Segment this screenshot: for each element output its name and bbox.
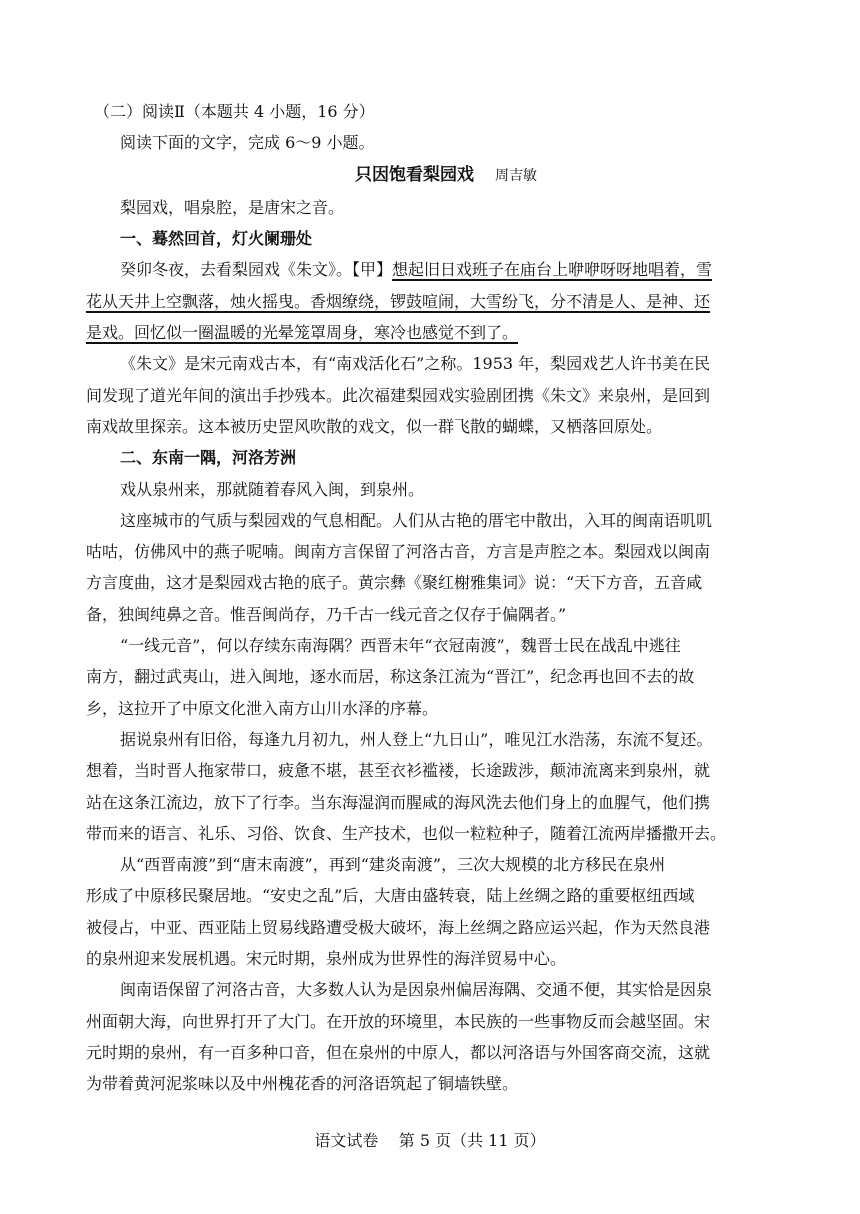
paragraph-line: 元时期的泉州，有一百多种口音，但在泉州的中原人，都以河洛语与外国客商交流，这就 bbox=[86, 1042, 711, 1062]
paragraph-1 bbox=[86, 254, 776, 348]
paragraph-line bbox=[86, 286, 776, 317]
paragraph-4 bbox=[86, 505, 776, 630]
article-title-row bbox=[86, 159, 776, 192]
paragraph-8 bbox=[86, 974, 776, 1099]
section-heading-2: 二、东南一隅，河洛芳洲 bbox=[120, 448, 297, 468]
paragraph-line: 南戏故里探亲。这本被历史罡风吹散的戏文，似一群飞散的蝴蝶，又栖落回原处。 bbox=[86, 416, 663, 436]
paragraph-line: 据说泉州有旧俗，每逢九月初九，州人登上“九日山”，唯见江水浩荡，东流不复还。 bbox=[120, 729, 713, 749]
paragraph-3: 戏从泉州来，那就随着春风入闽，到泉州。 bbox=[120, 479, 425, 499]
section-heading-1: 一、蓦然回首，灯火阑珊处 bbox=[120, 229, 313, 249]
paragraph-line: 咕咕，仿佛风中的燕子呢喃。闽南方言保留了河洛古音，方言是声腔之本。梨园戏以闽南 bbox=[86, 542, 711, 562]
paragraph-line bbox=[86, 317, 776, 348]
underlined-text: 想起旧日戏班子在庙台上咿咿呀呀地唱着，雪 bbox=[392, 260, 713, 280]
footer-page-number: 第 5 页（共 11 页） bbox=[398, 1131, 546, 1150]
paragraph-line: 被侵占，中亚、西亚陆上贸易线路遭受极大破坏，海上丝绸之路应运兴起，作为天然良港 bbox=[86, 917, 711, 937]
paragraph-line: 形成了中原移民聚居地。“安史之乱”后，大唐由盛转衰，陆上丝绸之路的重要枢纽西域 bbox=[86, 886, 695, 906]
underlined-text: 是戏。回忆似一圈温暖的光晕笼罩周身，寒冷也感觉不到了。 bbox=[86, 323, 519, 343]
paragraph-line: 州面朝大海，向世界打开了大门。在开放的环境里，本民族的一些事物反而会越坚固。宋 bbox=[86, 1011, 711, 1031]
paragraph-6 bbox=[86, 724, 776, 849]
paragraph-line: 从“西晋南渡”到“唐末南渡”，再到“建炎南渡”，三次大规模的北方移民在泉州 bbox=[120, 855, 666, 875]
article-title: 只因饱看梨园戏 bbox=[354, 164, 474, 185]
paragraph-line: 《朱文》是宋元南戏古本，有“南戏活化石”之称。1953 年，梨园戏艺人许书美在民 bbox=[120, 354, 711, 374]
paragraph-line: 这座城市的气质与梨园戏的气息相配。人们从古艳的厝宅中散出，入耳的闽南语叽叽 bbox=[120, 510, 713, 530]
underlined-text: 花从天井上空飘落，烛火摇曳。香烟缭绕，锣鼓喧闹，大雪纷飞，分不清是人、是神、还 bbox=[86, 291, 711, 311]
paragraph-line: 为带着黄河泥浆味以及中州槐花香的河洛语筑起了铜墙铁壁。 bbox=[86, 1074, 519, 1094]
footer-subject: 语文试卷 bbox=[314, 1131, 379, 1150]
page-content bbox=[86, 96, 776, 1100]
paragraph-line: 想着，当时晋人拖家带口，疲惫不堪，甚至衣衫褴褛，长途跋涉，颠沛流离来到泉州，就 bbox=[86, 761, 711, 781]
paragraph-text: 癸卯冬夜，去看梨园戏《朱文》。【甲】 bbox=[120, 260, 393, 280]
section-label: （二）阅读Ⅱ（本题共 4 小题，16 分） bbox=[94, 102, 375, 121]
paragraph-line: 间发现了道光年间的演出手抄残本。此次福建梨园戏实验剧团携《朱文》来泉州，是回到 bbox=[86, 385, 711, 405]
section-instruction: 阅读下面的文字，完成 6～9 小题。 bbox=[120, 133, 375, 153]
paragraph-5 bbox=[86, 630, 776, 724]
page-footer bbox=[0, 1128, 860, 1151]
article-author: 周吉敏 bbox=[495, 167, 538, 184]
paragraph-line: 的泉州迎来发展机遇。宋元时期，泉州成为世界性的海洋贸易中心。 bbox=[86, 949, 567, 969]
paragraph-2 bbox=[86, 348, 776, 442]
paragraph-7 bbox=[86, 849, 776, 974]
paragraph-line: 带而来的语言、礼乐、习俗、饮食、生产技术，也似一粒粒种子，随着江流两岸播撒开去。 bbox=[86, 823, 727, 843]
paragraph-line: 闽南语保留了河洛古音，大多数人认为是因泉州偏居海隅、交通不便，其实恰是因泉 bbox=[120, 980, 713, 1000]
paragraph-line: 乡，这拉开了中原文化泄入南方山川水泽的序幕。 bbox=[86, 698, 439, 718]
intro-paragraph: 梨园戏，唱泉腔，是唐宋之音。 bbox=[120, 197, 345, 217]
paragraph-line: 南方，翻过武夷山，进入闽地，逐水而居，称这条江流为“晋江”，纪念再也回不去的故 bbox=[86, 667, 695, 687]
paragraph-line: 方言度曲，这才是梨园戏古艳的底子。黄宗彝《聚红榭雅集词》说：“天下方音，五音咸 bbox=[86, 573, 703, 593]
paragraph-line bbox=[86, 254, 776, 285]
paragraph-line: 备，独闽纯鼻之音。惟吾闽尚存，乃千古一线元音之仅存于偏隅者。” bbox=[86, 604, 567, 624]
paragraph-line: 站在这条江流边，放下了行李。当东海湿润而腥咸的海风洗去他们身上的血腥气，他们携 bbox=[86, 792, 711, 812]
paragraph-line: “一线元音”，何以存续东南海隅？西晋末年“衣冠南渡”，魏晋士民在战乱中逃往 bbox=[120, 636, 681, 656]
